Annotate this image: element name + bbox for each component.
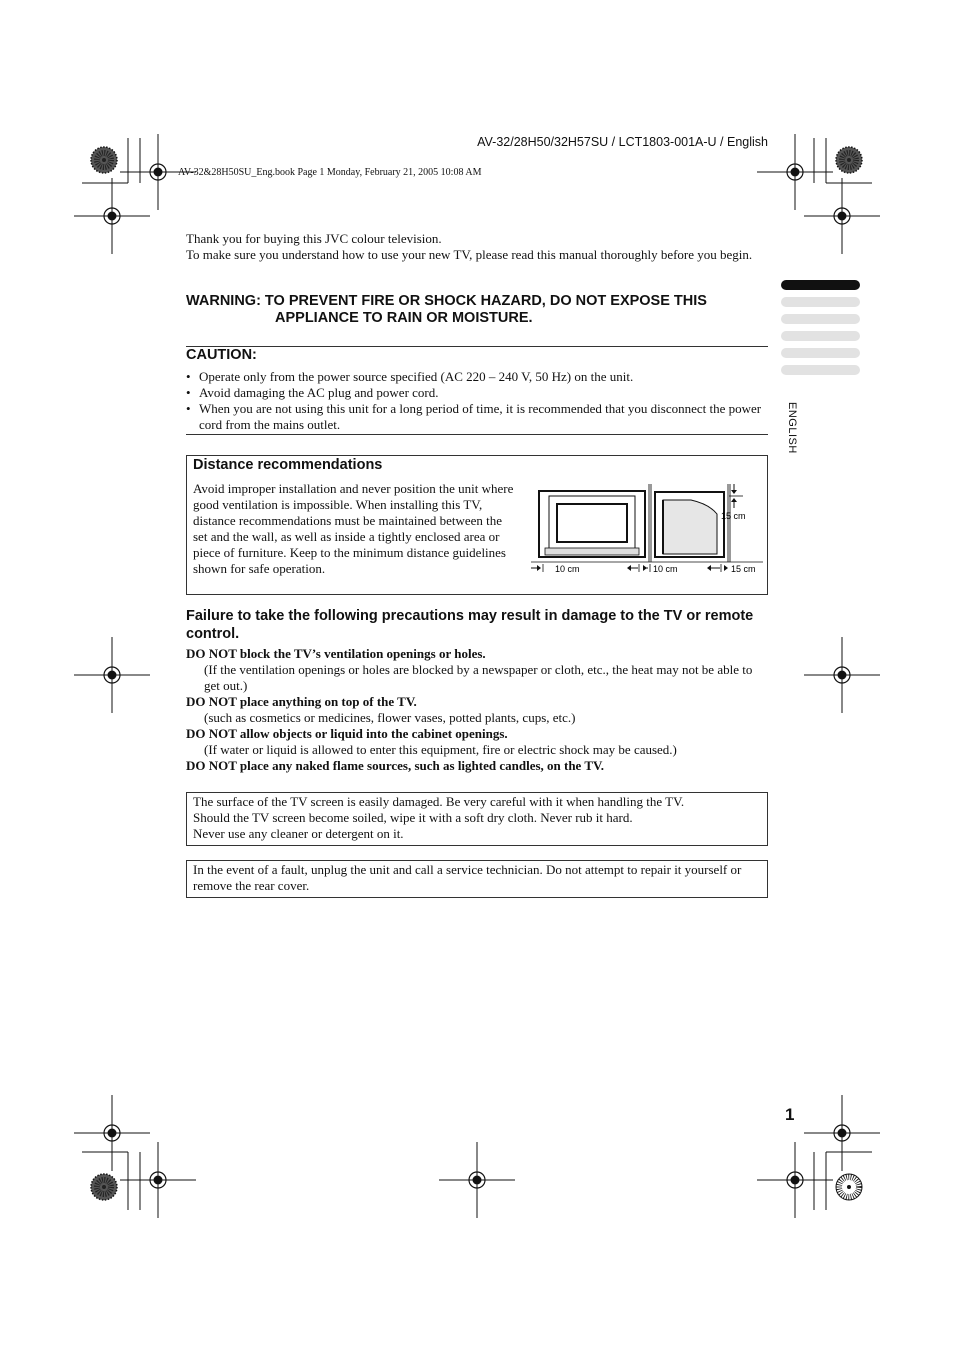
tv-clearance-diagram bbox=[531, 482, 763, 578]
fault-note-text: In the event of a fault, unplug the unit and call a service technician. Do not attempt to repair it yourself or remove the rear cover. bbox=[193, 862, 742, 893]
precaution-rule: DO NOT block the TV’s ventilation openings or holes. bbox=[186, 646, 486, 661]
clearance-label-right: 15 cm bbox=[731, 564, 756, 574]
intro-line-2: To make sure you understand how to use your new TV, please read this manual thoroughly before you begin. bbox=[186, 247, 753, 262]
divider bbox=[186, 434, 768, 435]
fault-note bbox=[186, 860, 768, 898]
warning-heading bbox=[186, 293, 768, 327]
registration-target-icon bbox=[439, 1142, 515, 1218]
section-tab bbox=[781, 365, 860, 375]
screen-care-note bbox=[186, 792, 768, 846]
document-id: AV-32/28H50/32H57SU / LCT1803-001A-U / English bbox=[477, 135, 768, 149]
section-tab-active bbox=[781, 280, 860, 290]
distance-box bbox=[186, 455, 768, 595]
starburst-color-bar-icon bbox=[836, 147, 862, 173]
precaution-rule: DO NOT allow objects or liquid into the cabinet openings. bbox=[186, 726, 508, 741]
registration-target-icon bbox=[804, 1095, 880, 1171]
section-tab bbox=[781, 348, 860, 358]
precautions-list bbox=[186, 646, 768, 774]
precaution-note: (such as cosmetics or medicines, flower vases, potted plants, cups, etc.) bbox=[204, 710, 576, 725]
section-tab bbox=[781, 314, 860, 324]
registration-target-icon bbox=[120, 1142, 196, 1218]
starburst-color-bar-icon bbox=[91, 147, 117, 173]
language-label: ENGLISH bbox=[786, 402, 798, 454]
caution-list bbox=[186, 369, 768, 433]
failure-title: Failure to take the following precautions may result in damage to the TV or remote control. bbox=[186, 608, 754, 642]
distance-title: Distance recommendations bbox=[193, 457, 383, 473]
registration-target-icon bbox=[74, 178, 150, 254]
registration-target-icon bbox=[74, 637, 150, 713]
registration-target-icon bbox=[757, 134, 833, 210]
list-item: • Operate only from the power source specified (AC 220 – 240 V, 50 Hz) on the unit. bbox=[186, 369, 768, 385]
page-number: 1 bbox=[785, 1105, 795, 1124]
registration-target-icon bbox=[757, 1142, 833, 1218]
starburst-color-bar-icon bbox=[91, 1174, 117, 1200]
list-item: • Avoid damaging the AC plug and power cord. bbox=[186, 385, 768, 401]
registration-target-icon bbox=[74, 1095, 150, 1171]
registration-target-icon bbox=[804, 178, 880, 254]
distance-text: Avoid improper installation and never position the unit where good ventilation is impossible. When installing this TV, distance recommendations must be maintained between the set and the wall, as well as inside a tightly enclosed area or piece of furniture. Keep to the minimum distance guidelines shown for safe operation. bbox=[193, 481, 514, 576]
screen-note-line: Should the TV screen become soiled, wipe it with a soft dry cloth. Never rub it hard. bbox=[193, 810, 633, 825]
precaution-note: (If water or liquid is allowed to enter this equipment, fire or electric shock may be caused.) bbox=[204, 742, 677, 757]
intro bbox=[186, 231, 768, 263]
section-tab bbox=[781, 297, 860, 307]
precaution-rule: DO NOT place any naked flame sources, such as lighted candles, on the TV. bbox=[186, 758, 604, 773]
intro-line-1: Thank you for buying this JVC colour television. bbox=[186, 231, 442, 246]
clearance-label-top: 15 cm bbox=[721, 511, 746, 521]
clearance-label-middle: 10 cm bbox=[653, 564, 678, 574]
warning-line-1: WARNING: TO PREVENT FIRE OR SHOCK HAZARD, DO NOT EXPOSE THIS bbox=[186, 293, 707, 309]
section-tab bbox=[781, 331, 860, 341]
screen-note-line: Never use any cleaner or detergent on it. bbox=[193, 826, 404, 841]
list-item: • When you are not using this unit for a long period of time, it is recommended that you disconnect the power cord from the mains outlet. bbox=[186, 401, 768, 433]
precaution-rule: DO NOT place anything on top of the TV. bbox=[186, 694, 417, 709]
clearance-label-left: 10 cm bbox=[555, 564, 580, 574]
screen-note-line: The surface of the TV screen is easily damaged. Be very careful with it when handling the TV. bbox=[193, 794, 685, 809]
warning-line-2: APPLIANCE TO RAIN OR MOISTURE. bbox=[275, 310, 533, 326]
registration-target-icon bbox=[804, 637, 880, 713]
starburst-color-bar-icon bbox=[836, 1174, 862, 1200]
precaution-note: (If the ventilation openings or holes are blocked by a newspaper or cloth, etc., the heat may not be able to get out.) bbox=[204, 662, 753, 693]
caution-title: CAUTION: bbox=[186, 347, 257, 363]
book-info: AV-32&28H50SU_Eng.book Page 1 Monday, February 21, 2005 10:08 AM bbox=[178, 167, 482, 178]
